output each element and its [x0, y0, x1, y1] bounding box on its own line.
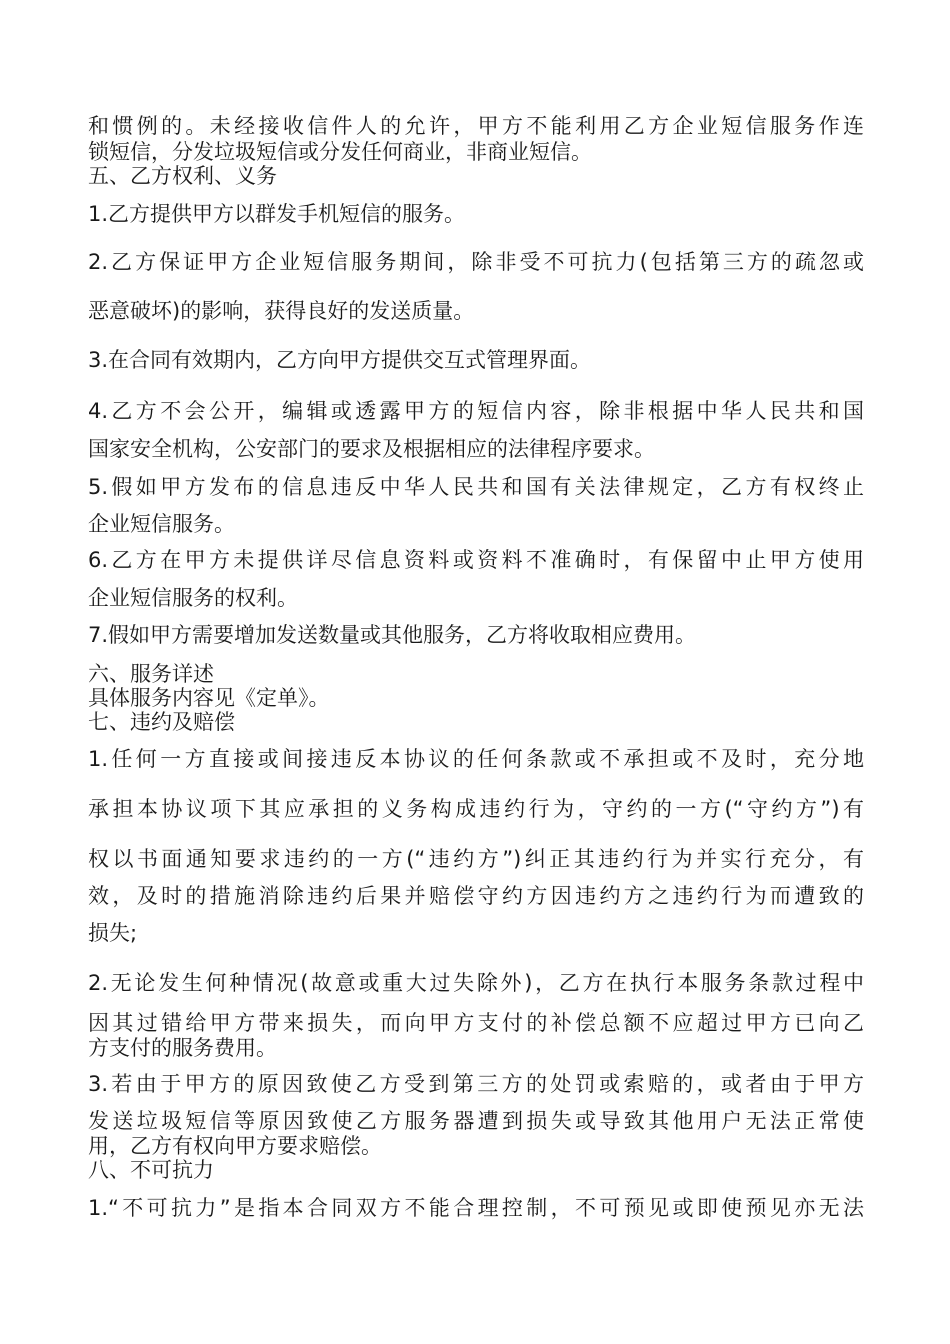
- text-line: 2.乙方保证甲方企业短信服务期间，除非受不可抗力(包括第三方的疏忽或: [88, 250, 864, 274]
- section-heading: 七、违约及赔偿: [88, 710, 235, 734]
- text-line: 2.无论发生何种情况(故意或重大过失除外)，乙方在执行本服务条款过程中: [88, 971, 864, 995]
- text-line: 用，乙方有权向甲方要求赔偿。: [88, 1134, 382, 1158]
- text-line: 损失;: [88, 921, 138, 945]
- text-line: 发送垃圾短信等原因致使乙方服务器遭到损失或导致其他用户无法正常使: [88, 1109, 864, 1133]
- text-line: 和惯例的。未经接收信件人的允许，甲方不能利用乙方企业短信服务作连: [88, 114, 864, 138]
- text-line: 1.任何一方直接或间接违反本协议的任何条款或不承担或不及时，充分地: [88, 747, 864, 771]
- text-line: 5.假如甲方发布的信息违反中华人民共和国有关法律规定，乙方有权终止: [88, 475, 864, 499]
- text-line: 恶意破坏)的影响，获得良好的发送质量。: [88, 299, 475, 323]
- text-line: 3.在合同有效期内，乙方向甲方提供交互式管理界面。: [88, 348, 592, 372]
- section-heading: 五、乙方权利、义务: [88, 164, 277, 188]
- text-line: 锁短信，分发垃圾短信或分发任何商业，非商业短信。: [88, 140, 592, 164]
- section-heading: 六、服务详述: [88, 662, 214, 686]
- text-line: 承担本协议项下其应承担的义务构成违约行为，守约的一方(“守约方”)有: [88, 797, 864, 821]
- text-line: 企业短信服务的权利。: [88, 586, 298, 610]
- text-line: 6.乙方在甲方未提供详尽信息资料或资料不准确时，有保留中止甲方使用: [88, 548, 864, 572]
- text-line: 企业短信服务。: [88, 512, 235, 536]
- text-line: 7.假如甲方需要增加发送数量或其他服务，乙方将收取相应费用。: [88, 623, 697, 647]
- text-line: 1.“不可抗力”是指本合同双方不能合理控制，不可预见或即使预见亦无法: [88, 1196, 864, 1220]
- text-line: 国家安全机构，公安部门的要求及根据相应的法律程序要求。: [88, 437, 655, 461]
- text-line: 方支付的服务费用。: [88, 1036, 277, 1060]
- text-line: 3.若由于甲方的原因致使乙方受到第三方的处罚或索赔的，或者由于甲方: [88, 1072, 864, 1096]
- text-line: 权以书面通知要求违约的一方(“违约方”)纠正其违约行为并实行充分，有: [88, 847, 864, 871]
- text-line: 4.乙方不会公开，编辑或透露甲方的短信内容，除非根据中华人民共和国: [88, 399, 864, 423]
- text-line: 因其过错给甲方带来损失，而向甲方支付的补偿总额不应超过甲方已向乙: [88, 1011, 864, 1035]
- section-heading: 八、不可抗力: [88, 1158, 214, 1182]
- text-line: 具体服务内容见《定单》。: [88, 686, 330, 710]
- text-line: 1.乙方提供甲方以群发手机短信的服务。: [88, 202, 466, 226]
- text-line: 效，及时的措施消除违约后果并赔偿守约方因违约方之违约行为而遭致的: [88, 884, 864, 908]
